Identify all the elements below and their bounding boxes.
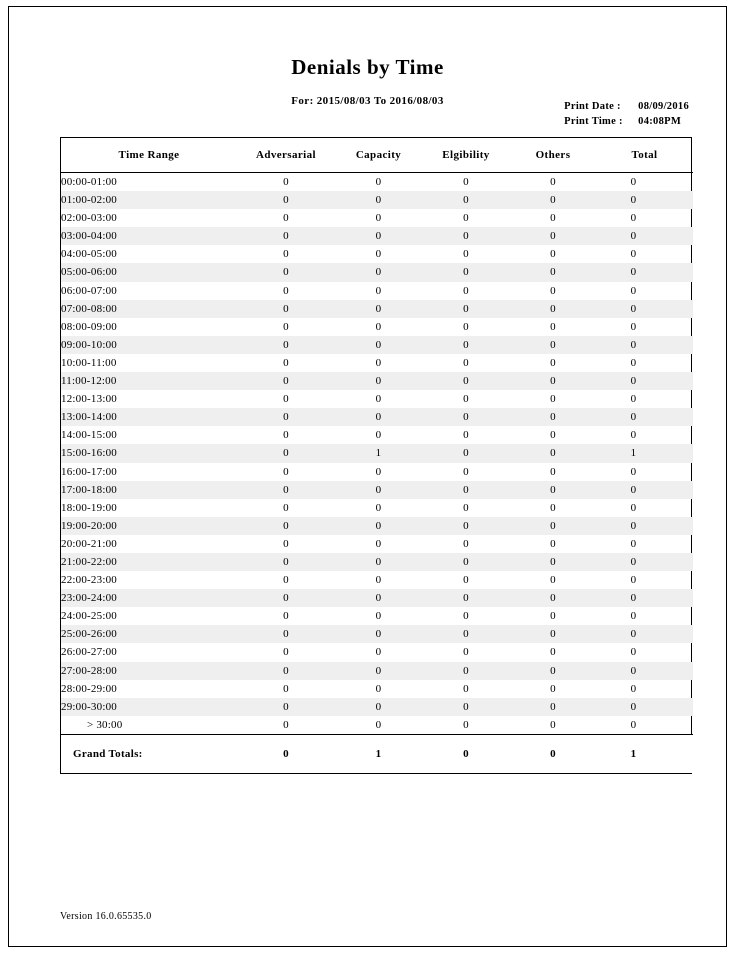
print-date-row <box>564 99 689 114</box>
print-date-value: 08/09/2016 <box>638 101 689 112</box>
cell-total: 0 <box>630 248 637 261</box>
cell-adversarial: 0 <box>283 212 289 225</box>
table-row <box>61 463 693 481</box>
cell-capacity: 0 <box>375 284 382 297</box>
cell-others: 0 <box>550 284 556 297</box>
cell-capacity: 0 <box>335 698 422 716</box>
cell-adversarial: 0 <box>237 191 335 209</box>
table-row <box>61 535 693 553</box>
cell-elgibility: 0 <box>422 336 510 354</box>
cell-capacity: 0 <box>335 408 422 426</box>
cell-capacity: 0 <box>375 574 382 587</box>
cell-adversarial: 0 <box>237 372 335 390</box>
cell-capacity: 1 <box>335 444 422 462</box>
cell-elgibility: 0 <box>463 682 469 695</box>
cell-total: 0 <box>630 212 637 225</box>
cell-capacity: 0 <box>375 212 382 225</box>
cell-elgibility: 0 <box>463 429 469 442</box>
cell-total: 0 <box>630 718 637 731</box>
cell-total: 0 <box>596 372 693 390</box>
table-row <box>61 191 693 209</box>
table-row <box>61 263 693 281</box>
table-row <box>61 643 693 661</box>
cell-adversarial: 0 <box>283 320 289 333</box>
cell-elgibility: 0 <box>463 248 469 261</box>
cell-others: 0 <box>550 682 556 695</box>
table-row <box>61 625 693 643</box>
cell-others: 0 <box>510 662 596 680</box>
report-date-range: For: 2015/08/03 To 2016/08/03 <box>291 95 444 107</box>
cell-adversarial: 0 <box>283 610 289 623</box>
cell-time-range: 15:00-16:00 <box>61 444 237 462</box>
cell-elgibility: 0 <box>463 284 469 297</box>
print-time-row <box>564 114 689 129</box>
cell-total: 0 <box>596 625 693 643</box>
cell-elgibility: 0 <box>422 408 510 426</box>
cell-time-range: 21:00-22:00 <box>61 553 237 571</box>
cell-capacity: 0 <box>375 176 382 188</box>
table-header <box>61 138 693 173</box>
cell-time-range: 07:00-08:00 <box>61 300 237 318</box>
cell-adversarial: 0 <box>283 501 289 514</box>
cell-total: 1 <box>596 444 693 462</box>
cell-elgibility: 0 <box>463 176 469 188</box>
cell-elgibility: 0 <box>422 444 510 462</box>
grand-totals-others: 0 <box>510 734 596 773</box>
cell-total: 0 <box>596 662 693 680</box>
column-header-elgibility: Elgibility <box>422 138 510 173</box>
cell-others: 0 <box>550 176 556 188</box>
cell-total: 0 <box>596 336 693 354</box>
column-header-others: Others <box>510 138 596 173</box>
cell-capacity: 0 <box>375 610 382 623</box>
table-row <box>61 571 693 589</box>
report-page <box>8 6 727 947</box>
cell-time-range: 00:00-01:00 <box>61 176 117 188</box>
column-header-time-range: Time Range <box>61 138 237 173</box>
cell-others: 0 <box>510 698 596 716</box>
cell-total: 0 <box>630 176 637 188</box>
table-row <box>61 372 693 390</box>
cell-elgibility: 0 <box>422 553 510 571</box>
cell-others: 0 <box>550 537 556 550</box>
cell-others: 0 <box>550 248 556 261</box>
cell-capacity: 0 <box>335 517 422 535</box>
table-row <box>61 716 693 735</box>
cell-others: 0 <box>550 646 556 659</box>
cell-time-range: 19:00-20:00 <box>61 517 237 535</box>
cell-others: 0 <box>510 372 596 390</box>
cell-elgibility: 0 <box>422 517 510 535</box>
column-header-total: Total <box>596 138 693 173</box>
cell-adversarial: 0 <box>283 429 289 442</box>
cell-total: 0 <box>596 227 693 245</box>
grand-totals-total: 1 <box>596 734 693 773</box>
cell-capacity: 0 <box>335 589 422 607</box>
cell-adversarial: 0 <box>283 176 289 188</box>
cell-time-range: 20:00-21:00 <box>61 537 117 550</box>
cell-total: 0 <box>630 501 637 514</box>
cell-others: 0 <box>510 625 596 643</box>
cell-time-range: 23:00-24:00 <box>61 589 237 607</box>
cell-time-range: 01:00-02:00 <box>61 191 237 209</box>
table-row <box>61 209 693 227</box>
cell-adversarial: 0 <box>283 248 289 261</box>
denials-table <box>61 138 693 773</box>
table-row <box>61 698 693 716</box>
cell-capacity: 0 <box>375 537 382 550</box>
cell-time-range: 10:00-11:00 <box>61 356 117 369</box>
cell-time-range: 25:00-26:00 <box>61 625 237 643</box>
cell-capacity: 0 <box>375 429 382 442</box>
cell-elgibility: 0 <box>422 372 510 390</box>
cell-elgibility: 0 <box>422 481 510 499</box>
cell-adversarial: 0 <box>237 662 335 680</box>
cell-total: 0 <box>596 481 693 499</box>
cell-elgibility: 0 <box>463 356 469 369</box>
table-row <box>61 662 693 680</box>
cell-others: 0 <box>550 212 556 225</box>
cell-adversarial: 0 <box>237 517 335 535</box>
cell-time-range: 04:00-05:00 <box>61 248 117 261</box>
cell-adversarial: 0 <box>283 718 289 731</box>
table-row <box>61 426 693 444</box>
cell-time-range: 27:00-28:00 <box>61 662 237 680</box>
cell-adversarial: 0 <box>237 625 335 643</box>
grand-totals-capacity: 1 <box>335 734 422 773</box>
cell-capacity: 0 <box>335 336 422 354</box>
table-row <box>61 553 693 571</box>
cell-others: 0 <box>550 320 556 333</box>
cell-adversarial: 0 <box>237 408 335 426</box>
table-row <box>61 589 693 607</box>
cell-time-range: 29:00-30:00 <box>61 698 237 716</box>
cell-capacity: 0 <box>335 553 422 571</box>
cell-others: 0 <box>510 589 596 607</box>
cell-adversarial: 0 <box>237 336 335 354</box>
cell-adversarial: 0 <box>237 227 335 245</box>
cell-adversarial: 0 <box>237 589 335 607</box>
cell-total: 0 <box>596 698 693 716</box>
cell-elgibility: 0 <box>463 501 469 514</box>
cell-time-range: 24:00-25:00 <box>61 610 117 623</box>
cell-others: 0 <box>550 501 556 514</box>
cell-capacity: 0 <box>375 320 382 333</box>
table-row <box>61 607 693 625</box>
cell-others: 0 <box>510 553 596 571</box>
table-row <box>61 390 693 408</box>
cell-capacity: 0 <box>375 393 382 406</box>
cell-adversarial: 0 <box>237 263 335 281</box>
table-row <box>61 245 693 263</box>
cell-capacity: 0 <box>375 356 382 369</box>
cell-time-range: 03:00-04:00 <box>61 227 237 245</box>
cell-elgibility: 0 <box>422 662 510 680</box>
table-row <box>61 481 693 499</box>
cell-elgibility: 0 <box>463 393 469 406</box>
cell-elgibility: 0 <box>463 646 469 659</box>
cell-time-range: 28:00-29:00 <box>61 682 117 695</box>
cell-others: 0 <box>510 481 596 499</box>
cell-capacity: 0 <box>375 646 382 659</box>
cell-total: 0 <box>630 537 637 550</box>
cell-time-range: 16:00-17:00 <box>61 465 117 478</box>
cell-others: 0 <box>550 429 556 442</box>
table-row <box>61 300 693 318</box>
cell-capacity: 0 <box>335 227 422 245</box>
cell-capacity: 0 <box>335 662 422 680</box>
cell-others: 0 <box>550 465 556 478</box>
grand-totals-elgibility: 0 <box>422 734 510 773</box>
cell-others: 0 <box>550 718 556 731</box>
cell-capacity: 0 <box>335 191 422 209</box>
cell-time-range: 06:00-07:00 <box>61 284 117 297</box>
cell-others: 0 <box>510 408 596 426</box>
table-row <box>61 517 693 535</box>
cell-others: 0 <box>510 300 596 318</box>
cell-time-range: 08:00-09:00 <box>61 320 117 333</box>
table-row <box>61 499 693 517</box>
cell-capacity: 0 <box>335 300 422 318</box>
table-row <box>61 318 693 336</box>
cell-capacity: 0 <box>375 682 382 695</box>
cell-time-range: 14:00-15:00 <box>61 429 117 442</box>
cell-others: 0 <box>510 336 596 354</box>
cell-others: 0 <box>510 263 596 281</box>
cell-total: 0 <box>630 393 637 406</box>
cell-capacity: 0 <box>335 481 422 499</box>
column-header-adversarial: Adversarial <box>237 138 335 173</box>
cell-elgibility: 0 <box>463 465 469 478</box>
cell-elgibility: 0 <box>422 589 510 607</box>
cell-time-range: 02:00-03:00 <box>61 212 117 225</box>
cell-capacity: 0 <box>335 372 422 390</box>
cell-capacity: 0 <box>335 263 422 281</box>
cell-capacity: 0 <box>375 501 382 514</box>
cell-others: 0 <box>510 227 596 245</box>
cell-adversarial: 0 <box>283 393 289 406</box>
cell-time-range: 12:00-13:00 <box>61 393 117 406</box>
page-title: Denials by Time <box>291 55 444 79</box>
table-body <box>61 173 693 735</box>
cell-adversarial: 0 <box>237 444 335 462</box>
cell-elgibility: 0 <box>463 537 469 550</box>
cell-elgibility: 0 <box>463 718 469 731</box>
cell-adversarial: 0 <box>237 300 335 318</box>
cell-adversarial: 0 <box>283 284 289 297</box>
cell-total: 0 <box>596 408 693 426</box>
table-row <box>61 444 693 462</box>
cell-capacity: 0 <box>375 465 382 478</box>
table-row <box>61 336 693 354</box>
cell-time-range: 17:00-18:00 <box>61 481 237 499</box>
print-metadata <box>564 99 689 129</box>
cell-total: 0 <box>596 589 693 607</box>
cell-elgibility: 0 <box>463 610 469 623</box>
grand-totals-label: Grand Totals: <box>61 734 237 773</box>
cell-capacity: 0 <box>335 625 422 643</box>
table-row <box>61 680 693 698</box>
table-row <box>61 354 693 372</box>
print-time-label: Print Time : <box>564 116 623 127</box>
cell-time-range: 22:00-23:00 <box>61 574 117 587</box>
cell-adversarial: 0 <box>237 553 335 571</box>
cell-time-range: 09:00-10:00 <box>61 336 237 354</box>
cell-total: 0 <box>596 517 693 535</box>
cell-time-range: 26:00-27:00 <box>61 646 117 659</box>
cell-total: 0 <box>630 646 637 659</box>
cell-adversarial: 0 <box>237 698 335 716</box>
cell-elgibility: 0 <box>422 698 510 716</box>
cell-total: 0 <box>630 284 637 297</box>
print-date-label: Print Date : <box>564 101 621 112</box>
cell-adversarial: 0 <box>283 682 289 695</box>
cell-capacity: 0 <box>375 718 382 731</box>
version-footer: Version 16.0.65535.0 <box>60 911 152 922</box>
column-header-capacity: Capacity <box>335 138 422 173</box>
cell-time-range: 05:00-06:00 <box>61 263 237 281</box>
cell-adversarial: 0 <box>237 481 335 499</box>
cell-adversarial: 0 <box>283 465 289 478</box>
table-row <box>61 173 693 192</box>
cell-total: 0 <box>630 610 637 623</box>
cell-elgibility: 0 <box>422 300 510 318</box>
cell-others: 0 <box>510 191 596 209</box>
cell-elgibility: 0 <box>463 320 469 333</box>
cell-total: 0 <box>630 682 637 695</box>
denials-table-container <box>60 137 692 774</box>
cell-total: 0 <box>630 356 637 369</box>
cell-time-range: > 30:00 <box>87 718 123 731</box>
cell-total: 0 <box>630 465 637 478</box>
cell-elgibility: 0 <box>463 574 469 587</box>
cell-adversarial: 0 <box>283 537 289 550</box>
table-row <box>61 227 693 245</box>
cell-time-range: 11:00-12:00 <box>61 372 237 390</box>
cell-elgibility: 0 <box>422 625 510 643</box>
table-row <box>61 282 693 300</box>
cell-adversarial: 0 <box>283 356 289 369</box>
table-header-row <box>61 138 693 173</box>
cell-others: 0 <box>550 574 556 587</box>
cell-elgibility: 0 <box>422 191 510 209</box>
cell-total: 0 <box>630 320 637 333</box>
cell-total: 0 <box>630 574 637 587</box>
cell-time-range: 18:00-19:00 <box>61 501 117 514</box>
cell-elgibility: 0 <box>422 227 510 245</box>
table-footer <box>61 734 693 773</box>
cell-others: 0 <box>550 356 556 369</box>
grand-totals-adversarial: 0 <box>237 734 335 773</box>
cell-time-range: 13:00-14:00 <box>61 408 237 426</box>
cell-elgibility: 0 <box>463 212 469 225</box>
cell-total: 0 <box>596 553 693 571</box>
cell-elgibility: 0 <box>422 263 510 281</box>
cell-total: 0 <box>630 429 637 442</box>
cell-others: 0 <box>510 517 596 535</box>
table-row <box>61 408 693 426</box>
cell-others: 0 <box>550 610 556 623</box>
cell-total: 0 <box>596 300 693 318</box>
cell-capacity: 0 <box>375 248 382 261</box>
cell-others: 0 <box>510 444 596 462</box>
cell-total: 0 <box>596 263 693 281</box>
cell-adversarial: 0 <box>283 646 289 659</box>
grand-totals-row <box>61 734 693 773</box>
cell-others: 0 <box>550 393 556 406</box>
cell-adversarial: 0 <box>283 574 289 587</box>
print-time-value: 04:08PM <box>638 116 682 127</box>
cell-total: 0 <box>596 191 693 209</box>
